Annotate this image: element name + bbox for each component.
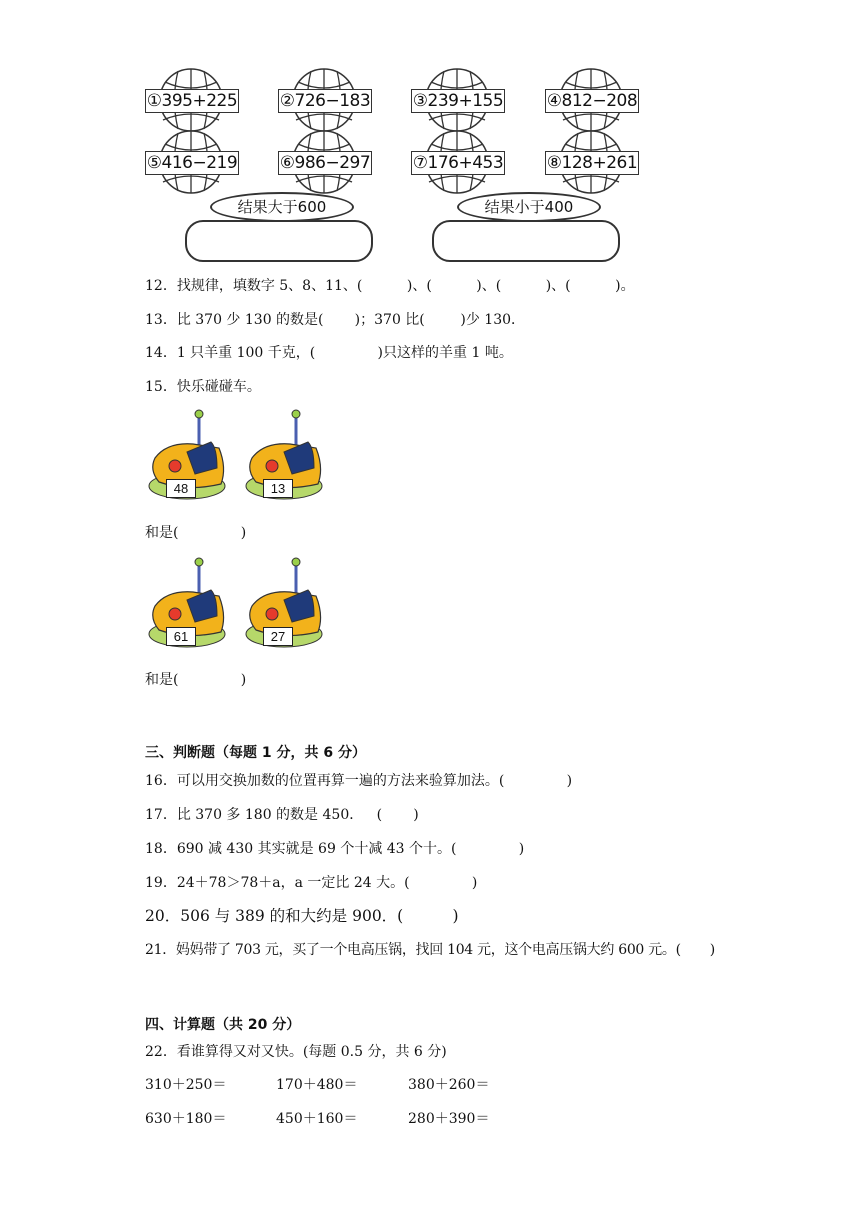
bumper-car-2 [244,408,328,503]
answer-box[interactable] [185,220,373,262]
bumper-car-4 [244,556,328,651]
question-20: 20．506 与 389 的和大约是 900．( ) [145,907,459,925]
question-18: 18．690 减 430 其实就是 69 个十减 43 个十。( ) [145,841,525,857]
section-4-heading: 四、计算题（共 20 分） [145,1017,301,1033]
question-12: 12．找规律，填数字 5、8、11、( )、( )、( )、( )。 [145,278,635,294]
question-16: 16．可以用交换加数的位置再算一遍的方法来验算加法。( ) [145,773,573,789]
question-17: 17．比 370 多 180 的数是 450． ( ) [145,807,419,823]
expression-label: ⑥986−297 [279,153,371,173]
basket-label: 结果小于400 [457,192,601,222]
bumper-car-1 [147,408,231,503]
calc-item: 310＋250＝ [145,1077,227,1093]
basketball-4 [545,68,645,138]
calc-item: 380＋260＝ [408,1077,490,1093]
calc-item: 170＋480＝ [276,1077,358,1093]
basketball-8 [545,130,645,200]
calc-item: 280＋390＝ [408,1111,490,1127]
expression-label: ⑦176+453 [412,153,504,173]
answer-box[interactable] [432,220,620,262]
sum-label-2: 和是( ) [145,672,247,688]
basket-greater-than-600 [185,192,375,262]
section-3-heading: 三、判断题（每题 1 分，共 6 分） [145,745,366,761]
question-19: 19．24＋78＞78＋a，a 一定比 24 大。( ) [145,875,478,891]
expression-label: ④812−208 [546,91,638,111]
car-number: 48 [166,479,196,498]
basket-less-than-400 [432,192,622,262]
bumper-car-3 [147,556,231,651]
question-15: 15．快乐碰碰车。 [145,379,261,395]
question-14: 14．1 只羊重 100 千克，( )只这样的羊重 1 吨。 [145,345,513,361]
calc-item: 630＋180＝ [145,1111,227,1127]
basketball-6 [278,130,378,200]
calc-item: 450＋160＝ [276,1111,358,1127]
question-22: 22．看谁算得又对又快。(每题 0.5 分，共 6 分) [145,1044,447,1060]
basket-label: 结果大于600 [210,192,354,222]
sum-label-1: 和是( ) [145,525,247,541]
question-13: 13．比 370 少 130 的数是( )；370 比( )少 130． [145,312,526,328]
basketball-2 [278,68,378,138]
expression-label: ②726−183 [279,91,371,111]
basketball-5 [145,130,245,200]
car-number: 27 [263,627,293,646]
basketball-3 [411,68,511,138]
basketball-7 [411,130,511,200]
basketball-1 [145,68,245,138]
expression-label: ⑤416−219 [146,153,238,173]
car-number: 13 [263,479,293,498]
question-21: 21．妈妈带了 703 元，买了一个电高压锅，找回 104 元，这个电高压锅大约 600 元。( ) [145,942,715,958]
expression-label: ①395+225 [146,91,238,111]
car-number: 61 [166,627,196,646]
expression-label: ⑧128+261 [546,153,638,173]
expression-label: ③239+155 [412,91,504,111]
